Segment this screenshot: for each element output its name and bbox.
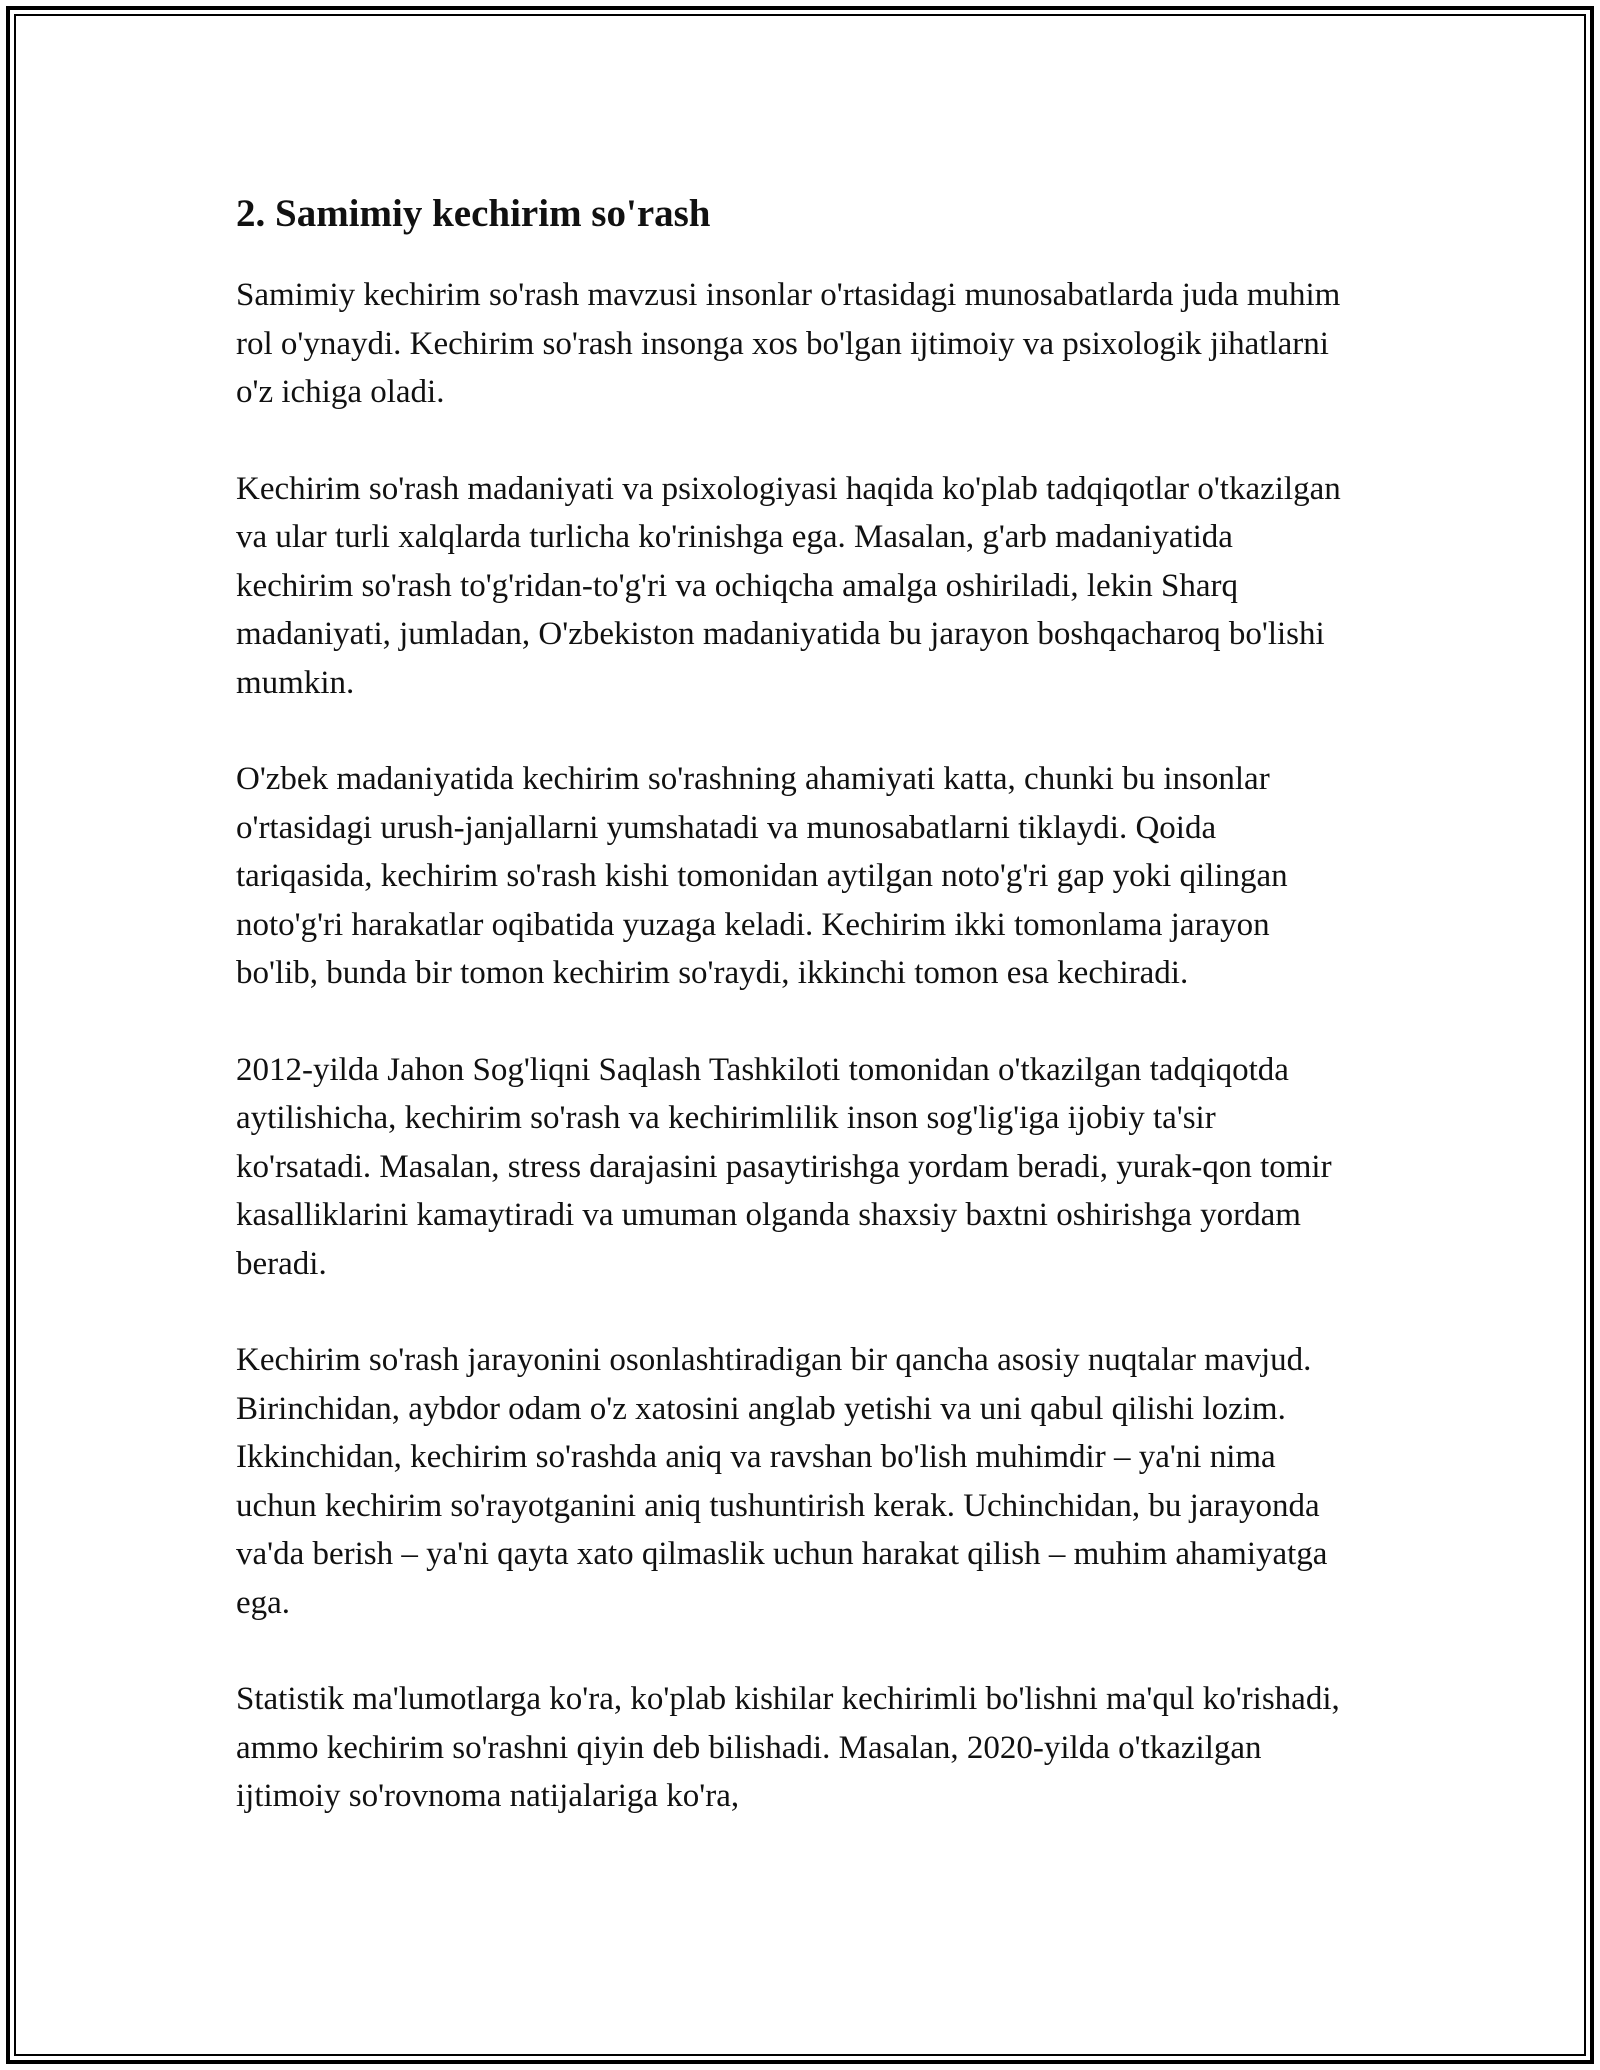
paragraph-uzbek-culture: O'zbek madaniyatida kechirim so'rashning ahamiyati katta, chunki bu insonlar o'rtasidagi urush-janjallarni yumshatadi va munosabatlarni tiklaydi. Qoida tariqasida, kechirim so'rash kishi tomonidan aytilgan noto'g'ri gap yoki qilingan noto'g'ri harakatlar oqibatida yuzaga keladi. Kechirim ikki tomonlama jarayon bo'lib, bunda bir tomon kechirim so'raydi, ikkinchi tomon esa kechiradi.: [236, 761, 1288, 991]
paragraph-statistics: Statistik ma'lumotlarga ko'ra, ko'plab kishilar kechirimli bo'lishni ma'qul ko'rishadi, ammo kechirim so'rashni qiyin deb bilishadi. Masalan, 2020-yilda o'tkazilgan ijtimoiy so'rovnoma natijalariga ko'ra,: [236, 1681, 1340, 1814]
paragraph-health-study: 2012-yilda Jahon Sog'liqni Saqlash Tashkiloti tomonidan o'tkazilgan tadqiqotda aytilishicha, kechirim so'rash va kechirimlilik inson sog'lig'iga ijobiy ta'sir ko'rsatadi. Masalan, stress darajasini pasaytirishga yordam beradi, yurak-qon tomir kasalliklarini kamaytiradi va umuman olganda shaxsiy baxtni oshirishga yordam beradi.: [236, 1051, 1332, 1282]
paragraph-key-points: Kechirim so'rash jarayonini osonlashtiradigan bir qancha asosiy nuqtalar mavjud. Birinchidan, aybdor odam o'z xatosini anglab yetishi va uni qabul qilishi lozim. Ikkinchidan, kechirim so'rashda aniq va ravshan bo'lish muhimdir – ya'ni nima uchun kechirim so'rayotganini aniq tushuntirish kerak. Uchinchidan, bu jarayonda va'da berish – ya'ni qayta xato qilmaslik uchun harakat qilish – muhim ahamiyatga ega.: [236, 1342, 1328, 1621]
paragraph-culture-research: Kechirim so'rash madaniyati va psixologiyasi haqida ko'plab tadqiqotlar o'tkazilgan va ular turli xalqlarda turlicha ko'rinishga ega. Masalan, g'arb madaniyatida kechirim so'rash to'g'ridan-to'g'ri va ochiqcha amalga oshiriladi, lekin Sharq madaniyati, jumladan, O'zbekiston madaniyatida bu jarayon boshqacharoq bo'lishi mumkin.: [236, 470, 1341, 701]
document-body: [236, 185, 1356, 1869]
section-heading: 2. Samimiy kechirim so'rash: [236, 192, 711, 235]
paragraph-intro: Samimiy kechirim so'rash mavzusi insonlar o'rtasidagi munosabatlarda juda muhim rol o'ynaydi. Kechirim so'rash insonga xos bo'lgan ijtimoiy va psixologik jihatlarni o'z ichiga oladi.: [236, 277, 1341, 410]
